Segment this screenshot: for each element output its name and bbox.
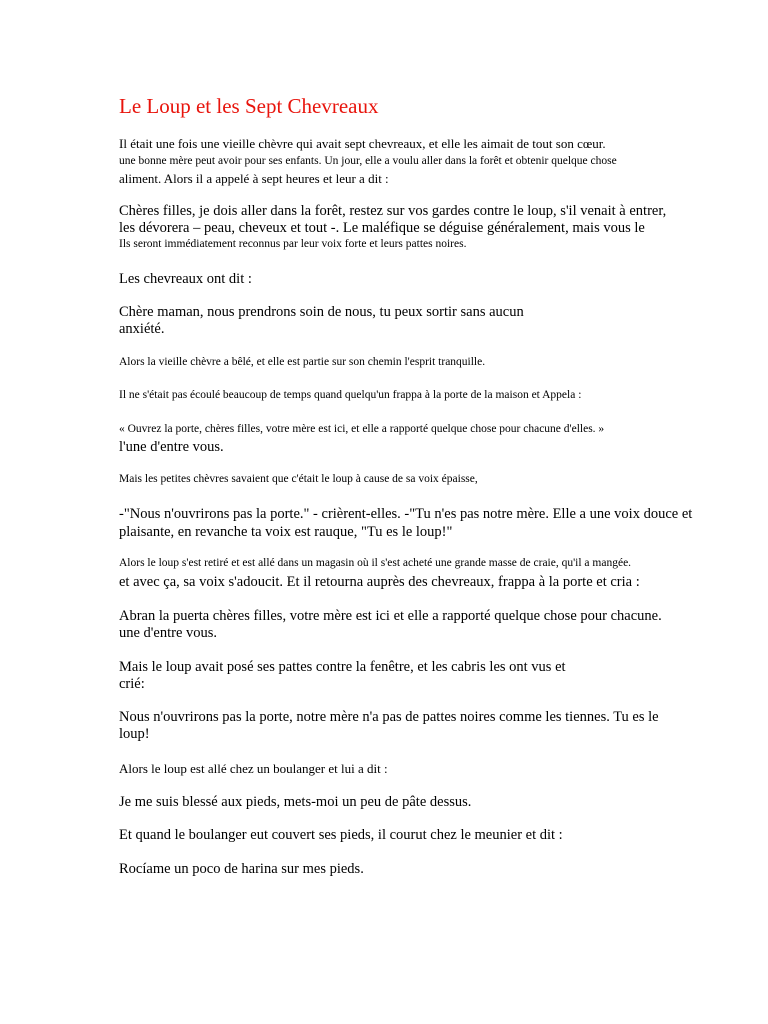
text-line: loup! xyxy=(119,726,150,742)
text-line: Alors le loup s'est retiré et est allé dans un magasin où il s'est acheté une grande masse de craie, qu'il a mangée. xyxy=(119,557,632,569)
text-line: plaisante, en revanche ta voix est rauque, "Tu es le loup!" xyxy=(119,524,453,540)
text-line: -"Nous n'ouvrirons pas la porte." - crièrent-elles. -"Tu n'es pas notre mère. Elle a une voix douce et xyxy=(119,506,693,522)
text-line: Il ne s'était pas écoulé beaucoup de temps quand quelqu'un frappa à la porte de la maison et Appela : xyxy=(119,389,582,401)
text-line: Les chevreaux ont dit : xyxy=(119,271,252,287)
text-line: Ils seront immédiatement reconnus par leur voix forte et leurs pattes noires. xyxy=(119,238,467,250)
text-line: Abran la puerta chères filles, votre mère est ici et elle a rapporté quelque chose pour chacune. xyxy=(119,608,662,624)
text-line: l'une d'entre vous. xyxy=(119,439,224,455)
document-title: Le Loup et les Sept Chevreaux xyxy=(119,94,379,118)
text-line: Et quand le boulanger eut couvert ses pieds, il courut chez le meunier et dit : xyxy=(119,827,563,843)
text-line: « Ouvrez la porte, chères filles, votre mère est ici, et elle a rapporté quelque chose pour chacune d'elles. » xyxy=(119,423,605,435)
text-line: Alors le loup est allé chez un boulanger et lui a dit : xyxy=(119,761,388,776)
text-line: les dévorera – peau, cheveux et tout -. Le maléfique se déguise généralement, mais vous le xyxy=(119,220,645,236)
text-line: anxiété. xyxy=(119,321,165,337)
text-line: aliment. Alors il a appelé à sept heures et leur a dit : xyxy=(119,171,389,186)
text-line: une d'entre vous. xyxy=(119,625,218,641)
text-line: Alors la vieille chèvre a bêlé, et elle est partie sur son chemin l'esprit tranquille. xyxy=(119,356,486,368)
text-line: et avec ça, sa voix s'adoucit. Et il retourna auprès des chevreaux, frappa à la porte et cria : xyxy=(119,574,640,590)
text-line: Je me suis blessé aux pieds, mets-moi un peu de pâte dessus. xyxy=(119,794,472,810)
text-line: Mais les petites chèvres savaient que c'était le loup à cause de sa voix épaisse, xyxy=(119,473,478,485)
text-line: Chères filles, je dois aller dans la forêt, restez sur vos gardes contre le loup, s'il venait à entrer, xyxy=(119,203,667,219)
text-line: Il était une fois une vieille chèvre qui avait sept chevreaux, et elle les aimait de tout son cœur. xyxy=(119,136,606,151)
text-line: Nous n'ouvrirons pas la porte, notre mère n'a pas de pattes noires comme les tiennes. Tu es le xyxy=(119,709,659,725)
text-line: Mais le loup avait posé ses pattes contre la fenêtre, et les cabris les ont vus et xyxy=(119,659,566,675)
text-line: crié: xyxy=(119,676,145,692)
text-line: Chère maman, nous prendrons soin de nous, tu peux sortir sans aucun xyxy=(119,304,524,320)
text-line: Rocíame un poco de harina sur mes pieds. xyxy=(119,861,364,877)
text-line: une bonne mère peut avoir pour ses enfants. Un jour, elle a voulu aller dans la forêt et obtenir quelque chose xyxy=(119,155,617,167)
